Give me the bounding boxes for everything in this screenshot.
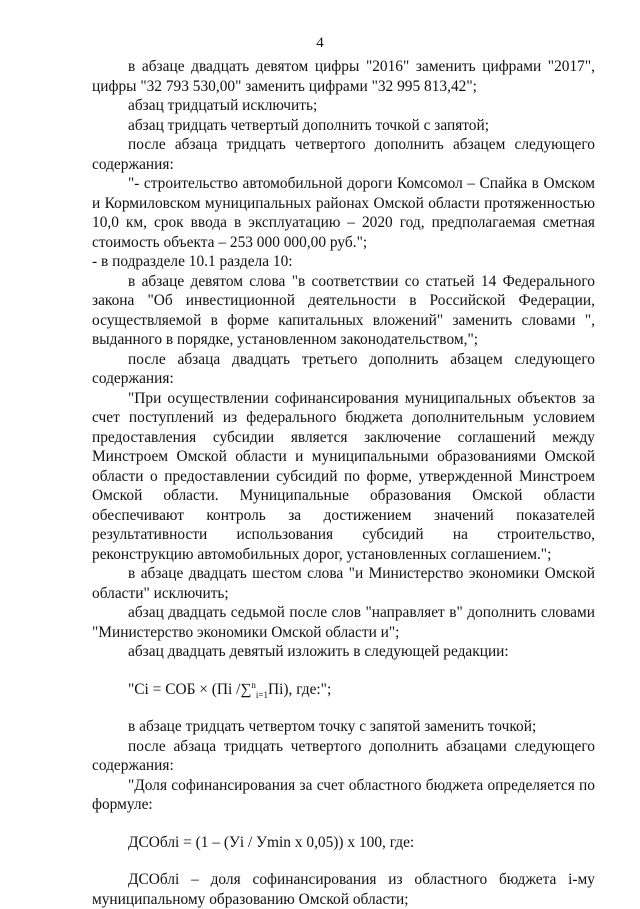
spacer <box>92 662 595 680</box>
formula-ci-start: "Ci = СОБ × (Пi /∑ <box>128 680 252 698</box>
definition-paragraph: ДСОблi – доля софинансирования из областного бюджета i-му муниципальному образованию Омской области; <box>92 871 595 908</box>
document-body <box>92 57 595 909</box>
paragraph: абзац двадцать девятый изложить в следующей редакции: <box>128 643 509 660</box>
paragraph: после абзаца тридцать четвертого дополнить абзацами следующего содержания: <box>92 737 595 774</box>
paragraph: после абзаца тридцать четвертого дополнить абзацем следующего содержания: <box>92 136 595 173</box>
paragraph: абзац тридцатый исключить; <box>128 97 318 114</box>
paragraph: после абзаца двадцать третьего дополнить абзацем следующего содержания: <box>92 350 595 387</box>
formula-ci-sub: i=1 <box>255 689 268 700</box>
formula-ci-end: Пi), где:"; <box>267 680 332 698</box>
spacer <box>92 699 595 717</box>
formula-ci <box>92 680 595 700</box>
paragraph: в абзаце двадцать шестом слова "и Министерство экономики Омской области" исключить; <box>92 565 595 602</box>
paragraph: абзац двадцать седьмой после слов "направляет в" дополнить словами "Министерство экономики Омской области и"; <box>92 604 595 641</box>
paragraph: в абзаце двадцать девятом цифры "2016" заменить цифрами "2017", цифры "32 793 530,00" заменить цифрами "32 995 813,42"; <box>92 58 595 95</box>
formula-dsobl: ДСОблi = (1 – (Уi / Уmin x 0,05)) x 100, где: <box>128 833 415 851</box>
quoted-paragraph: "- строительство автомобильной дороги Комсомол – Спайка в Омском и Кормиловском муниципальных районах Омской области протяженностью 10,0 км, срок ввода в эксплуатацию – 2020 год, предполагаемая сметная стоимость объекта – 253 000 000,00 руб."; <box>92 175 595 251</box>
paragraph: абзац тридцать четвертый дополнить точкой с запятой; <box>128 116 490 134</box>
formula-ci-sup: n <box>251 679 256 690</box>
spacer <box>92 852 595 870</box>
paragraph: в абзаце девятом слова "в соответствии со статьей 14 Федерального закона "Об инвестиционной деятельности в Российской Федерации, осуществляемой в форме капитальных вложений" заменить словами ", выданного в порядке, установленном законодательством,"; <box>92 272 595 348</box>
page-number: 4 <box>316 35 324 51</box>
quoted-paragraph: "При осуществлении софинансирования муниципальных объектов за счет поступлений из федерального бюджета дополнительным условием предоставления субсидии является заключение соглашений между Минстроем Омской области и муниципальными образованиями Омской области о предоставлении субсидий по форме, утвержденной Минстроем Омской области. Муниципальные образования Омской области обеспечивают контроль за достижением значений показателей результативности использования субсидий на строительство, реконструкцию автомобильных дорог, установленных соглашением."; <box>92 389 595 563</box>
paragraph: в абзаце тридцать четвертом точку с запятой заменить точкой; <box>128 718 537 735</box>
quoted-paragraph: "Доля софинансирования за счет областного бюджета определяется по формуле: <box>92 776 595 813</box>
spacer <box>92 815 595 833</box>
paragraph: - в подразделе 10.1 раздела 10: <box>92 253 293 270</box>
